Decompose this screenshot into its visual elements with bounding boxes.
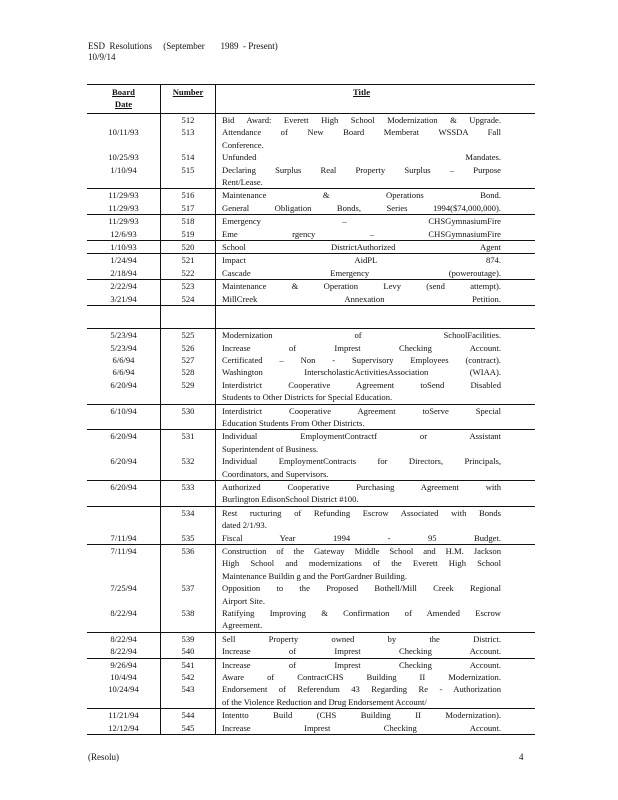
resolution-title-cell <box>216 241 536 254</box>
board-date-cell: 6/20/94 <box>87 379 161 404</box>
board-date-cell: 6/20/94 <box>87 430 161 455</box>
title-line: of the Violence Reduction and Drug Endorsement Account/ <box>222 696 427 707</box>
resolution-title-cell <box>216 280 536 293</box>
resolution-number-cell: 518 <box>161 215 216 228</box>
title-line: Certificated – Non - Supervisory Employees (contract). <box>222 354 501 365</box>
resolution-number-cell: 514 <box>161 151 216 163</box>
title-line: Modernization of SchoolFacilities. <box>222 330 501 341</box>
resolution-title-cell <box>216 254 536 267</box>
board-date-cell: 11/29/93 <box>87 215 161 228</box>
title-line: Increase of Imprest Checking Account. <box>222 342 501 353</box>
title-line: Increase of Imprest Checking Account. <box>222 659 501 670</box>
resolution-number-cell: 525 <box>161 329 216 342</box>
table-row <box>87 280 535 293</box>
resolution-title-cell <box>216 379 536 404</box>
resolution-title-cell <box>216 709 536 722</box>
board-date-cell: 6/20/94 <box>87 480 161 506</box>
board-date-cell: 6/10/94 <box>87 404 161 430</box>
resolution-number-cell: 532 <box>161 455 216 480</box>
title-line: Sell Property owned by the District. <box>222 633 501 644</box>
title-line: dated 2/1/93. <box>222 520 267 531</box>
resolution-title-cell <box>216 329 536 342</box>
table-row <box>87 480 535 506</box>
resolution-title-cell <box>216 683 536 708</box>
board-date-cell <box>87 114 161 127</box>
resolution-number-cell: 540 <box>161 645 216 658</box>
title-line: Agreement. <box>222 620 263 631</box>
title-line: Rent/Lease. <box>222 177 263 188</box>
table-row <box>87 671 535 683</box>
table-row <box>87 722 535 735</box>
table-row <box>87 241 535 254</box>
resolution-number-cell: 530 <box>161 404 216 430</box>
resolution-number-cell: 541 <box>161 658 216 671</box>
table-row <box>87 114 535 127</box>
title-line: Authorized Cooperative Purchasing Agreement with <box>222 481 501 492</box>
title-line: Opposition to the Proposed Bothell/Mill Creek Regional <box>222 583 501 594</box>
board-date-cell: 5/23/94 <box>87 342 161 354</box>
resolution-title-cell <box>216 506 536 531</box>
number-header: Number <box>161 85 216 114</box>
table-row <box>87 607 535 632</box>
title-line: Ratifying Improving & Confirmation of Amended Escrow <box>222 608 501 619</box>
board-date-cell: 8/22/94 <box>87 607 161 632</box>
header-title: ESD Resolutions (September 1989 - Present) <box>88 41 278 51</box>
resolution-number-cell: 524 <box>161 293 216 306</box>
table-row <box>87 329 535 342</box>
resolution-title-cell <box>216 532 536 545</box>
table-row <box>87 228 535 241</box>
title-line: Maintenance & Operation Levy (send attempt). <box>222 281 501 292</box>
resolution-number-cell: 544 <box>161 709 216 722</box>
table-row <box>87 506 535 531</box>
board-date-cell: 2/18/94 <box>87 267 161 280</box>
table-row <box>87 379 535 404</box>
title-line: Maintenance & Operations Bond. <box>222 190 501 201</box>
resolution-number-cell: 531 <box>161 430 216 455</box>
table-row <box>87 342 535 354</box>
table-row <box>87 366 535 378</box>
title-line: Bid Award: Everett High School Modernization & Upgrade. <box>222 115 501 125</box>
resolution-title-cell <box>216 293 536 306</box>
board-date-cell: 3/21/94 <box>87 293 161 306</box>
board-date-cell: 6/6/94 <box>87 354 161 366</box>
title-line: Aware of ContractCHS Building II Modernization. <box>222 672 501 683</box>
page-number: 4 <box>519 752 524 762</box>
resolution-title-cell <box>216 306 536 329</box>
title-line: Rest ructuring of Refunding Escrow Associated with Bonds <box>222 507 501 518</box>
title-line: Conference. <box>222 139 264 150</box>
table-row <box>87 202 535 215</box>
table-row <box>87 430 535 455</box>
board-date-cell: 8/22/94 <box>87 645 161 658</box>
table-row <box>87 582 535 607</box>
board-date-cell: 10/4/94 <box>87 671 161 683</box>
resolution-title-cell <box>216 114 536 127</box>
table-row <box>87 254 535 267</box>
resolution-title-cell <box>216 545 536 583</box>
board-date-header: Board Date <box>87 85 161 114</box>
table-row <box>87 404 535 430</box>
title-line: School DistrictAuthorized Agent <box>222 242 501 253</box>
resolution-title-cell <box>216 722 536 735</box>
table-row <box>87 306 535 329</box>
table-row <box>87 683 535 708</box>
resolution-title-cell <box>216 658 536 671</box>
resolution-number-cell: 528 <box>161 366 216 378</box>
title-line: Endorsement of Referendum 43 Regarding Re - Authorization <box>222 684 501 695</box>
table-row <box>87 545 535 583</box>
title-line: Construction of the Gateway Middle School and H.M. Jackson <box>222 546 501 556</box>
title-line: Interdistrict Cooperative Agreement toSend Disabled <box>222 379 501 390</box>
resolution-number-cell: 517 <box>161 202 216 215</box>
resolution-number-cell: 521 <box>161 254 216 267</box>
title-line: Declaring Surplus Real Property Surplus – Purpose <box>222 164 501 175</box>
resolution-number-cell: 512 <box>161 114 216 127</box>
title-line: MillCreek Annexation Petition. <box>222 293 501 304</box>
title-line <box>222 306 501 318</box>
title-line: Impact AidPL 874. <box>222 255 501 266</box>
board-date-cell: 1/10/93 <box>87 241 161 254</box>
resolution-number-cell: 537 <box>161 582 216 607</box>
resolution-title-cell <box>216 202 536 215</box>
page-header <box>88 41 278 63</box>
board-date-cell: 11/29/93 <box>87 189 161 202</box>
resolution-number-cell: 516 <box>161 189 216 202</box>
resolution-title-cell <box>216 480 536 506</box>
resolution-title-cell <box>216 151 536 163</box>
board-date-cell: 10/25/93 <box>87 151 161 163</box>
resolution-title-cell <box>216 671 536 683</box>
board-date-cell: 10/11/93 <box>87 126 161 151</box>
table-row <box>87 164 535 189</box>
resolution-title-cell <box>216 645 536 658</box>
table-row <box>87 189 535 202</box>
title-line: Maintenance Buildin g and the PortGardner Building. <box>222 570 407 581</box>
title-line: Superintendent of Business. <box>222 443 319 454</box>
board-date-cell: 6/20/94 <box>87 455 161 480</box>
table-row <box>87 709 535 722</box>
resolution-number-cell: 513 <box>161 126 216 151</box>
resolutions-table <box>87 84 535 735</box>
table-row <box>87 532 535 545</box>
title-line: High School and modernizations of the Everett High School <box>222 558 501 569</box>
resolution-title-cell <box>216 267 536 280</box>
resolution-title-cell <box>216 582 536 607</box>
board-date-cell <box>87 506 161 531</box>
title-line: Eme rgency – CHSGymnasiumFire <box>222 228 501 239</box>
resolution-title-cell <box>216 404 536 430</box>
header-date: 10/9/14 <box>88 52 116 62</box>
resolution-title-cell <box>216 607 536 632</box>
resolution-number-cell: 515 <box>161 164 216 189</box>
board-date-cell: 6/6/94 <box>87 366 161 378</box>
table-row <box>87 455 535 480</box>
title-line: Airport Site. <box>222 595 265 606</box>
table-row <box>87 267 535 280</box>
table-row <box>87 632 535 645</box>
table-row <box>87 215 535 228</box>
title-line: Education Students From Other Districts. <box>222 417 365 428</box>
title-line: Burlington EdisonSchool District #100. <box>222 494 359 505</box>
table-row <box>87 293 535 306</box>
title-line: Unfunded Mandates. <box>222 152 501 163</box>
table-row <box>87 126 535 151</box>
title-line: Individual EmploymentContractf or Assistant <box>222 431 501 442</box>
title-line: Attendance of New Board Memberat WSSDA Fall <box>222 127 501 138</box>
table-header <box>87 85 535 114</box>
resolution-number-cell: 545 <box>161 722 216 735</box>
resolution-number-cell: 523 <box>161 280 216 293</box>
board-date-cell: 12/12/94 <box>87 722 161 735</box>
resolution-title-cell <box>216 342 536 354</box>
resolution-number-cell: 526 <box>161 342 216 354</box>
title-line: Emergency – CHSGymnasiumFire <box>222 216 501 227</box>
resolution-number-cell: 542 <box>161 671 216 683</box>
board-date-cell: 11/29/93 <box>87 202 161 215</box>
resolution-title-cell <box>216 215 536 228</box>
resolution-title-cell <box>216 366 536 378</box>
table-row <box>87 645 535 658</box>
board-date-cell: 7/11/94 <box>87 532 161 545</box>
resolution-number-cell: 534 <box>161 506 216 531</box>
title-line: Individual EmploymentContracts for Directors, Principals, <box>222 456 501 467</box>
title-line: Washington InterscholasticActivitiesAssociation (WIAA). <box>222 367 501 378</box>
board-date-cell: 10/24/94 <box>87 683 161 708</box>
title-line: Increase Imprest Checking Account. <box>222 722 501 733</box>
board-date-cell: 8/22/94 <box>87 632 161 645</box>
board-date-cell <box>87 306 161 329</box>
resolution-number-cell: 529 <box>161 379 216 404</box>
table-row <box>87 354 535 366</box>
resolution-title-cell <box>216 354 536 366</box>
resolution-title-cell <box>216 455 536 480</box>
resolution-number-cell: 543 <box>161 683 216 708</box>
resolution-number-cell: 535 <box>161 532 216 545</box>
resolution-title-cell <box>216 189 536 202</box>
board-date-cell: 1/24/94 <box>87 254 161 267</box>
board-date-cell: 11/21/94 <box>87 709 161 722</box>
table-body <box>87 114 535 735</box>
board-date-cell: 9/26/94 <box>87 658 161 671</box>
title-line: Interdistrict Cooperative Agreement toServe Special <box>222 405 501 416</box>
title-line: General Obligation Bonds, Series 1994($74,000,000). <box>222 202 501 213</box>
board-date-cell: 1/10/94 <box>87 164 161 189</box>
resolution-number-cell <box>161 306 216 329</box>
resolution-title-cell <box>216 228 536 241</box>
board-date-cell: 7/25/94 <box>87 582 161 607</box>
title-line: Increase of Imprest Checking Account. <box>222 646 501 657</box>
title-line: Fiscal Year 1994 - 95 Budget. <box>222 532 501 543</box>
resolution-number-cell: 519 <box>161 228 216 241</box>
resolution-number-cell: 520 <box>161 241 216 254</box>
table-row <box>87 658 535 671</box>
title-line: Students to Other Districts for Special Education. <box>222 392 393 403</box>
resolution-number-cell: 536 <box>161 545 216 583</box>
board-date-cell: 7/11/94 <box>87 545 161 583</box>
title-line: Coordinators, and Supervisors. <box>222 468 329 479</box>
resolution-title-cell <box>216 430 536 455</box>
board-date-cell: 2/22/94 <box>87 280 161 293</box>
resolution-title-cell <box>216 126 536 151</box>
resolution-number-cell: 539 <box>161 632 216 645</box>
board-date-cell: 12/6/93 <box>87 228 161 241</box>
resolution-number-cell: 522 <box>161 267 216 280</box>
resolution-number-cell: 533 <box>161 480 216 506</box>
resolution-title-cell <box>216 164 536 189</box>
board-date-cell: 5/23/94 <box>87 329 161 342</box>
resolution-title-cell <box>216 632 536 645</box>
resolution-number-cell: 527 <box>161 354 216 366</box>
table-row <box>87 151 535 163</box>
resolution-number-cell: 538 <box>161 607 216 632</box>
title-line: Cascade Emergency (poweroutage). <box>222 267 501 278</box>
footer-label: (Resolu) <box>88 752 119 762</box>
title-header: Title <box>216 85 536 114</box>
title-line: Intentto Build (CHS Building II Modernization). <box>222 710 501 721</box>
